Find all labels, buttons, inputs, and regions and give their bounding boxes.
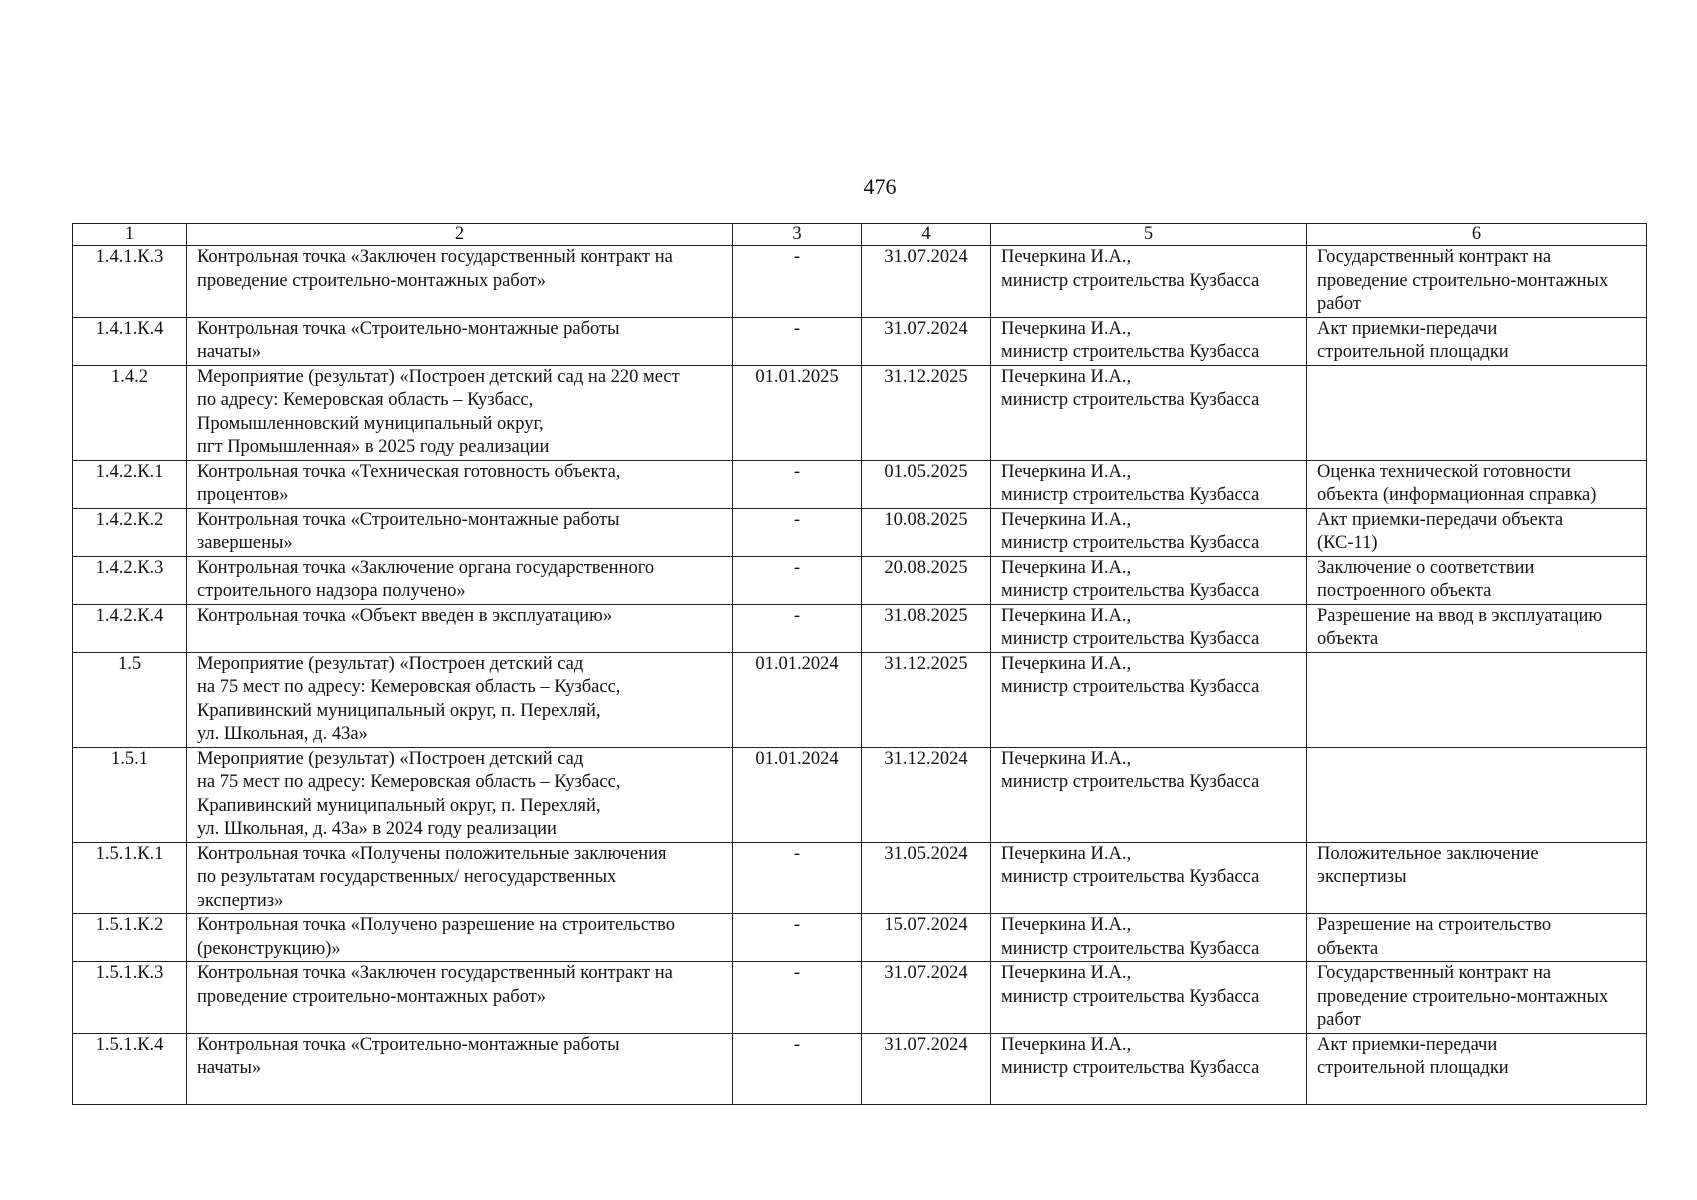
item-description xyxy=(187,246,733,318)
start-date: 01.01.2025 xyxy=(733,365,862,460)
responsible-person xyxy=(991,1033,1307,1104)
responsible-person xyxy=(991,556,1307,604)
item-description-line: Мероприятие (результат) «Построен детский сад на 220 мест xyxy=(197,366,680,387)
responsible-person-line: Печеркина И.А., xyxy=(1001,509,1132,530)
responsible-person-line: Печеркина И.А., xyxy=(1001,915,1132,935)
end-date: 31.07.2024 xyxy=(862,1033,991,1104)
responsible-person-line: Печеркина И.А., xyxy=(1001,963,1132,983)
column-number-row xyxy=(73,224,1647,246)
item-description-line: Контрольная точка «Заключен государственный контракт на xyxy=(197,247,673,267)
result-document-line: Акт приемки-передачи xyxy=(1317,1034,1498,1055)
item-description xyxy=(187,914,733,962)
start-date: - xyxy=(733,508,862,556)
result-document xyxy=(1307,1033,1647,1104)
item-description xyxy=(187,842,733,914)
end-date: 31.08.2025 xyxy=(862,604,991,652)
result-document xyxy=(1307,747,1647,842)
responsible-person-line: Печеркина И.А., xyxy=(1001,557,1132,578)
item-description-line: на 75 мест по адресу: Кемеровская область – Кузбасс, xyxy=(197,677,621,697)
table-row xyxy=(73,842,1647,914)
end-date: 31.05.2024 xyxy=(862,842,991,914)
result-document-line: объекта xyxy=(1317,938,1379,959)
table-row xyxy=(73,747,1647,842)
end-date: 31.12.2024 xyxy=(862,747,991,842)
item-description-line: ул. Школьная, д. 43а» xyxy=(197,724,368,744)
item-description xyxy=(187,508,733,556)
item-description-line: на 75 мест по адресу: Кемеровская область – Кузбасс, xyxy=(197,772,621,792)
item-description-line: Мероприятие (результат) «Построен детский сад xyxy=(197,748,584,769)
responsible-person-line: министр строительства Кузбасса xyxy=(1001,581,1260,601)
result-document-line: объекта xyxy=(1317,629,1379,649)
end-date: 10.08.2025 xyxy=(862,508,991,556)
item-description-line: Контрольная точка «Техническая готовность объекта, xyxy=(197,461,621,482)
item-number: 1.5.1.К.2 xyxy=(73,914,187,962)
result-document-line: экспертизы xyxy=(1317,867,1407,887)
result-document xyxy=(1307,317,1647,365)
item-description-line: Контрольная точка «Строительно-монтажные работы xyxy=(197,1034,620,1055)
item-number: 1.5.1 xyxy=(73,747,187,842)
responsible-person-line: министр строительства Кузбасса xyxy=(1001,772,1260,792)
result-document-line: работ xyxy=(1317,294,1361,314)
item-description-line: начаты» xyxy=(197,1058,262,1078)
end-date: 31.12.2025 xyxy=(862,365,991,460)
responsible-person-line: Печеркина И.А., xyxy=(1001,748,1132,769)
table-row xyxy=(73,317,1647,365)
item-description xyxy=(187,1033,733,1104)
item-description-line: по результатам государственных/ негосударственных xyxy=(197,867,617,887)
schedule-table xyxy=(72,223,1647,1105)
item-description xyxy=(187,962,733,1034)
result-document xyxy=(1307,842,1647,914)
column-header: 3 xyxy=(733,224,862,246)
item-description-line: по адресу: Кемеровская область – Кузбасс, xyxy=(197,390,534,410)
item-description-line: проведение строительно-монтажных работ» xyxy=(197,270,547,291)
responsible-person xyxy=(991,460,1307,508)
responsible-person-line: министр строительства Кузбасса xyxy=(1001,342,1260,362)
result-document-line: (КС-11) xyxy=(1317,533,1378,553)
result-document xyxy=(1307,962,1647,1034)
item-description xyxy=(187,460,733,508)
result-document-line: Разрешение на строительство xyxy=(1317,915,1552,935)
item-description xyxy=(187,747,733,842)
result-document-line: Заключение о соответствии xyxy=(1317,557,1535,578)
item-description-line: Мероприятие (результат) «Построен детский сад xyxy=(197,653,584,674)
item-description-line: Контрольная точка «Получено разрешение на строительство xyxy=(197,915,676,935)
result-document xyxy=(1307,914,1647,962)
table-row xyxy=(73,365,1647,460)
item-description-line: Промышленновский муниципальный округ, xyxy=(197,413,544,434)
start-date: - xyxy=(733,1033,862,1104)
item-number: 1.5 xyxy=(73,652,187,747)
column-header: 2 xyxy=(187,224,733,246)
table-row xyxy=(73,246,1647,318)
item-description-line: проведение строительно-монтажных работ» xyxy=(197,986,547,1007)
table-row xyxy=(73,508,1647,556)
start-date: - xyxy=(733,962,862,1034)
result-document xyxy=(1307,652,1647,747)
responsible-person-line: Печеркина И.А., xyxy=(1001,318,1132,339)
table-row xyxy=(73,604,1647,652)
responsible-person xyxy=(991,604,1307,652)
result-document-line: проведение строительно-монтажных xyxy=(1317,270,1609,291)
result-document-line: строительной площадки xyxy=(1317,1058,1509,1078)
item-description-line: Контрольная точка «Получены положительные заключения xyxy=(197,843,667,864)
column-header: 1 xyxy=(73,224,187,246)
responsible-person-line: Печеркина И.А., xyxy=(1001,605,1132,626)
table-row xyxy=(73,460,1647,508)
responsible-person-line: министр строительства Кузбасса xyxy=(1001,390,1260,410)
result-document-line: Положительное заключение xyxy=(1317,843,1539,864)
result-document-line: Акт приемки-передачи объекта xyxy=(1317,509,1564,530)
item-number: 1.4.2.К.2 xyxy=(73,508,187,556)
result-document-line: Акт приемки-передачи xyxy=(1317,318,1498,339)
responsible-person-line: министр строительства Кузбасса xyxy=(1001,629,1260,649)
end-date: 20.08.2025 xyxy=(862,556,991,604)
responsible-person-line: министр строительства Кузбасса xyxy=(1001,270,1260,291)
result-document xyxy=(1307,460,1647,508)
item-description-line: ул. Школьная, д. 43а» в 2024 году реализации xyxy=(197,819,557,839)
start-date: - xyxy=(733,246,862,318)
responsible-person xyxy=(991,317,1307,365)
result-document xyxy=(1307,246,1647,318)
table-row xyxy=(73,652,1647,747)
result-document-line: проведение строительно-монтажных xyxy=(1317,986,1609,1007)
responsible-person-line: Печеркина И.А., xyxy=(1001,366,1132,387)
end-date: 31.07.2024 xyxy=(862,246,991,318)
table-row xyxy=(73,1033,1647,1104)
start-date: - xyxy=(733,842,862,914)
item-description-line: завершены» xyxy=(197,533,293,553)
responsible-person-line: министр строительства Кузбасса xyxy=(1001,938,1260,959)
responsible-person xyxy=(991,652,1307,747)
start-date: - xyxy=(733,556,862,604)
end-date: 31.12.2025 xyxy=(862,652,991,747)
item-number: 1.4.2.К.4 xyxy=(73,604,187,652)
item-description xyxy=(187,317,733,365)
column-header: 4 xyxy=(862,224,991,246)
start-date: 01.01.2024 xyxy=(733,652,862,747)
result-document xyxy=(1307,604,1647,652)
responsible-person xyxy=(991,962,1307,1034)
responsible-person xyxy=(991,914,1307,962)
responsible-person-line: министр строительства Кузбасса xyxy=(1001,986,1260,1007)
result-document-line: Разрешение на ввод в эксплуатацию xyxy=(1317,605,1603,626)
end-date: 31.07.2024 xyxy=(862,962,991,1034)
table-row xyxy=(73,962,1647,1034)
item-description-line: строительного надзора получено» xyxy=(197,581,466,601)
start-date: - xyxy=(733,317,862,365)
item-description-line: Контрольная точка «Заключен государственный контракт на xyxy=(197,963,673,983)
item-number: 1.4.1.К.3 xyxy=(73,246,187,318)
result-document xyxy=(1307,556,1647,604)
table-row xyxy=(73,556,1647,604)
item-description-line: (реконструкцию)» xyxy=(197,938,341,959)
column-header: 5 xyxy=(991,224,1307,246)
item-number: 1.4.2 xyxy=(73,365,187,460)
item-description-line: Контрольная точка «Объект введен в эксплуатацию» xyxy=(197,605,613,626)
table-row xyxy=(73,914,1647,962)
result-document xyxy=(1307,365,1647,460)
item-number: 1.4.2.К.1 xyxy=(73,460,187,508)
item-description xyxy=(187,556,733,604)
responsible-person-line: министр строительства Кузбасса xyxy=(1001,485,1260,505)
responsible-person-line: министр строительства Кузбасса xyxy=(1001,677,1260,697)
start-date: - xyxy=(733,604,862,652)
result-document xyxy=(1307,508,1647,556)
responsible-person xyxy=(991,246,1307,318)
item-number: 1.5.1.К.3 xyxy=(73,962,187,1034)
start-date: - xyxy=(733,460,862,508)
item-description-line: Крапивинский муниципальный округ, п. Перехляй, xyxy=(197,700,601,721)
column-header: 6 xyxy=(1307,224,1647,246)
result-document-line: Государственный контракт на xyxy=(1317,247,1552,267)
item-description xyxy=(187,365,733,460)
result-document-line: построенного объекта xyxy=(1317,581,1492,601)
table-body xyxy=(73,246,1647,1105)
item-description-line: Контрольная точка «Строительно-монтажные работы xyxy=(197,509,620,530)
responsible-person-line: Печеркина И.А., xyxy=(1001,1034,1132,1055)
result-document-line: работ xyxy=(1317,1010,1361,1030)
item-number: 1.5.1.К.1 xyxy=(73,842,187,914)
responsible-person xyxy=(991,747,1307,842)
responsible-person-line: министр строительства Кузбасса xyxy=(1001,1058,1260,1078)
responsible-person xyxy=(991,508,1307,556)
result-document-line: Оценка технической готовности xyxy=(1317,461,1571,482)
item-description-line: экспертиз» xyxy=(197,890,284,911)
responsible-person-line: Печеркина И.А., xyxy=(1001,247,1132,267)
page-number: 476 xyxy=(863,174,897,199)
responsible-person-line: министр строительства Кузбасса xyxy=(1001,533,1260,553)
item-description-line: Контрольная точка «Заключение органа государственного xyxy=(197,557,655,578)
responsible-person xyxy=(991,365,1307,460)
item-description xyxy=(187,604,733,652)
item-description-line: процентов» xyxy=(197,485,289,505)
end-date: 31.07.2024 xyxy=(862,317,991,365)
end-date: 15.07.2024 xyxy=(862,914,991,962)
item-description xyxy=(187,652,733,747)
start-date: 01.01.2024 xyxy=(733,747,862,842)
result-document-line: Государственный контракт на xyxy=(1317,963,1552,983)
result-document-line: объекта (информационная справка) xyxy=(1317,485,1597,505)
result-document-line: строительной площадки xyxy=(1317,342,1509,362)
end-date: 01.05.2025 xyxy=(862,460,991,508)
item-description-line: Контрольная точка «Строительно-монтажные работы xyxy=(197,318,620,339)
responsible-person-line: Печеркина И.А., xyxy=(1001,843,1132,864)
responsible-person-line: Печеркина И.А., xyxy=(1001,653,1132,674)
responsible-person-line: министр строительства Кузбасса xyxy=(1001,867,1260,887)
responsible-person-line: Печеркина И.А., xyxy=(1001,461,1132,482)
responsible-person xyxy=(991,842,1307,914)
item-description-line: начаты» xyxy=(197,342,262,362)
item-description-line: Крапивинский муниципальный округ, п. Перехляй, xyxy=(197,795,601,816)
item-description-line: пгт Промышленная» в 2025 году реализации xyxy=(197,437,550,457)
item-number: 1.4.2.К.3 xyxy=(73,556,187,604)
item-number: 1.5.1.К.4 xyxy=(73,1033,187,1104)
start-date: - xyxy=(733,914,862,962)
item-number: 1.4.1.К.4 xyxy=(73,317,187,365)
